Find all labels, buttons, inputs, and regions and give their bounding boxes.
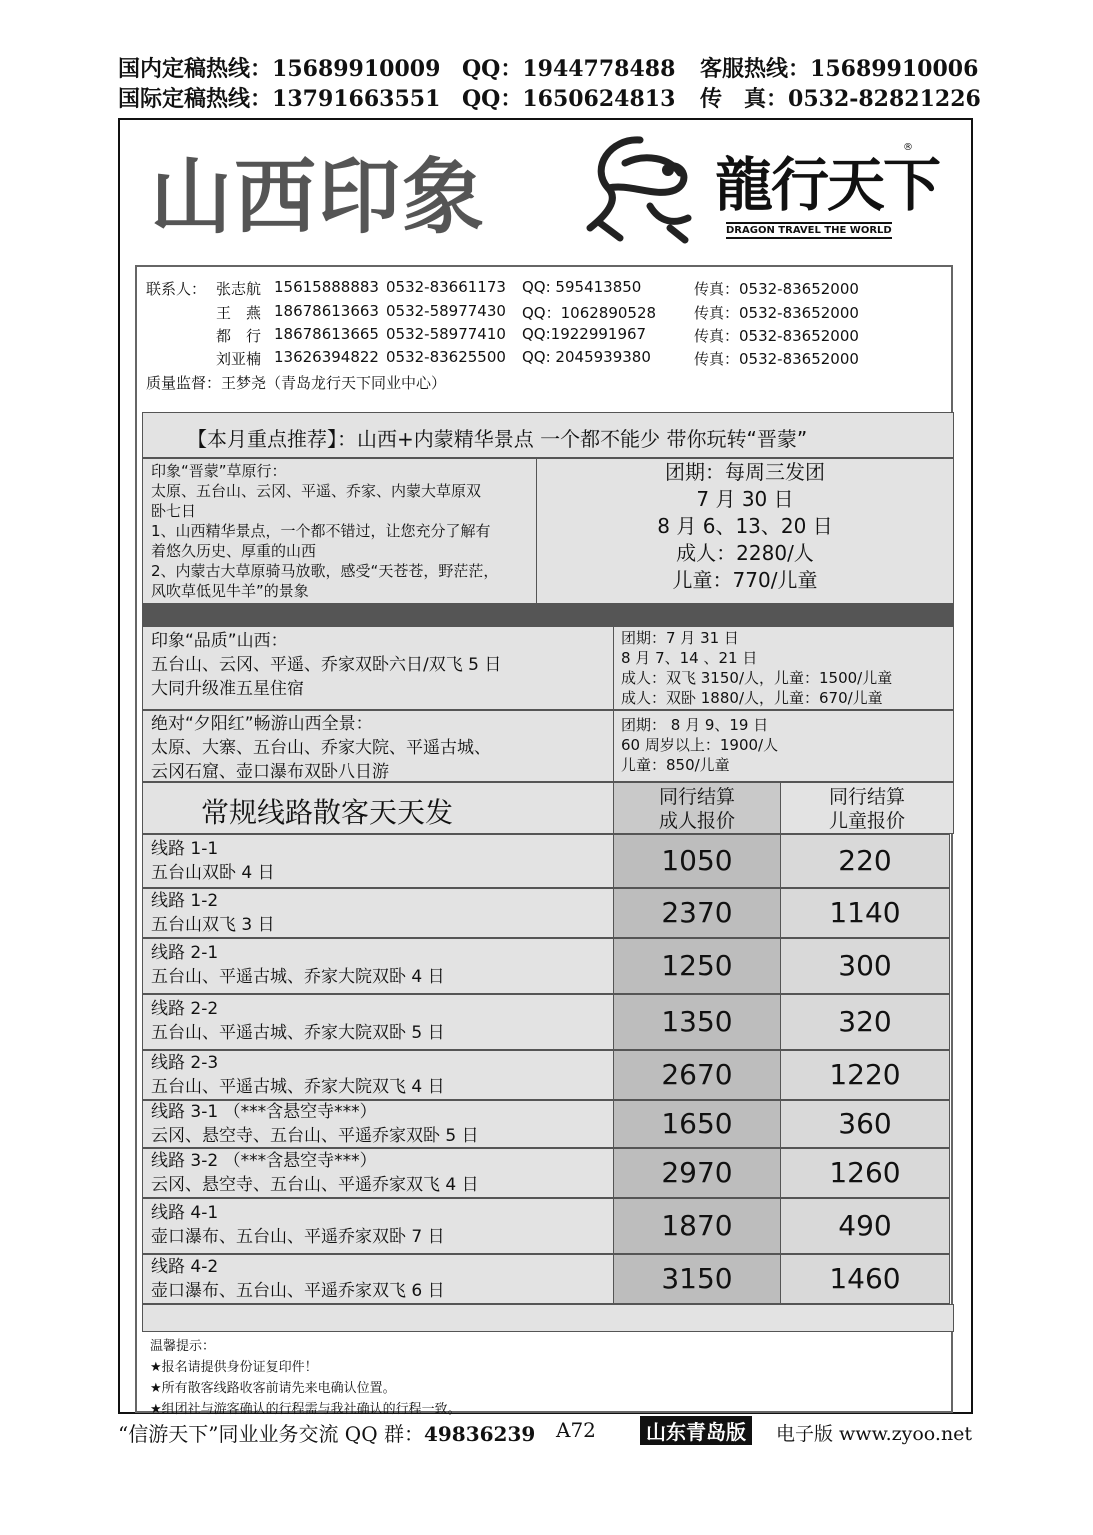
feature3-dates [613,710,954,782]
adult-price: 3150 [613,1254,781,1304]
feature3-date-lines [621,715,778,775]
text-line: 绝对“夕阳红”畅游山西全景： [151,714,373,734]
contact-fax: 传真：0532-83652000 [694,350,859,368]
contact-name: 都 行 [216,327,262,345]
route-code: 线路 2-3 [151,1053,219,1073]
recommend-banner [142,412,954,458]
route-desc: 壶口瀑布、五台山、平遥乔家双飞 6 日 [151,1281,445,1301]
adult-price: 2670 [613,1050,781,1100]
route-code: 线路 3-1 （***含悬空寺***） [151,1102,377,1122]
feature2-date-lines [621,628,892,708]
dragon-logo-icon [580,128,695,248]
text-line: 成人：双卧 1880/人，儿童：670/儿童 [621,689,883,707]
contact-mobile: 18678613665 [274,325,379,343]
table-row [142,1254,614,1304]
quality-supervisor: 质量监督：王梦尧（青岛龙行天下同业中心） [146,374,447,392]
table-row [142,834,614,888]
hotline-number: 0532-82821226 [788,86,981,112]
notes-title: 温馨提示： [150,1339,216,1354]
contact-mobile: 15615888883 [274,278,379,296]
adult-price: 1650 [613,1100,781,1148]
text-line: 团期：每周三发团 [665,460,825,484]
child-price: 360 [780,1100,950,1148]
contact-tel: 0532-83625500 [386,348,506,366]
note-item: ★报名请提供身份证复印件！ [150,1360,318,1375]
text-line: 太原、大寨、五台山、乔家大院、平遥古城、 [151,738,491,758]
text-line: 团期： 8 月 9、19 日 [621,716,769,734]
route-code: 线路 1-1 [151,839,219,859]
route-code: 线路 4-2 [151,1257,219,1277]
route-code: 线路 4-1 [151,1203,219,1223]
header-line: 成人报价 [658,810,735,832]
table-row [142,1100,614,1148]
route-code: 线路 1-2 [151,891,219,911]
table-row [142,1148,614,1198]
text-line: 7 月 30 日 [696,487,794,511]
col-header-child [780,782,954,834]
text-line: 着悠久历史、厚重的山西 [151,542,317,560]
feature1-desc [142,458,537,604]
child-price: 220 [780,834,950,888]
hotline-row-2 [118,82,440,113]
hotline-label: 国内定稿热线： [118,56,273,82]
text-line: 8 月 7、14 、21 日 [621,649,758,667]
brand-name: 龍行天下 [715,151,940,219]
route-desc: 壶口瀑布、五台山、平遥乔家双卧 7 日 [151,1227,445,1247]
notes [150,1336,461,1420]
route-desc: 五台山双卧 4 日 [151,863,275,883]
route-desc: 五台山、平遥古城、乔家大院双卧 5 日 [151,1023,445,1043]
child-price: 300 [780,938,950,994]
hotline-qq: QQ：1944778488 [462,56,676,82]
contact-fax: 传真：0532-83652000 [694,304,859,322]
text-line: 风吹草低见牛羊”的景象 [151,582,309,600]
table-row [142,938,614,994]
adult-price: 1250 [613,938,781,994]
adult-price: 2970 [613,1148,781,1198]
header-line: 同行结算 [828,786,905,808]
child-price: 1460 [780,1254,950,1304]
feature1-lines [151,461,498,601]
text-line: 印象“晋蒙”草原行： [151,462,287,480]
table-row [142,1198,614,1254]
text-line: 五台山、云冈、平遥、乔家双卧六日/双飞 5 日 [151,655,502,675]
text-line: 大同升级准五星住宿 [151,679,304,699]
hotline-row-1 [118,52,440,83]
contact-name: 刘亚楠 [216,350,262,368]
contact-name: 王 燕 [216,304,262,322]
contact-name: 张志航 [216,280,262,298]
hotline-qq: QQ：1650624813 [462,86,676,112]
text-line: 太原、五台山、云冈、平遥、乔家、内蒙大草原双 [151,482,482,500]
hotline-number: 13791663551 [272,86,441,112]
brand-tagline: DRAGON TRAVEL THE WORLD [726,222,892,239]
footer-website: 电子版 www.zyoo.net [776,1423,973,1445]
child-price: 1140 [780,888,950,938]
table-heading [142,782,614,834]
contact-mobile: 13626394822 [274,348,379,366]
text-line: 1、山西精华景点，一个都不错过，让您充分了解有 [151,522,491,540]
child-price: 1260 [780,1148,950,1198]
hotline-label: 客服热线： [700,56,811,82]
contact-qq: QQ: 595413850 [522,278,642,296]
text-line: 儿童：850/儿童 [621,756,730,774]
recommend-text: 【本月重点推荐】：山西+内蒙精华景点 一个都不能少 带你玩转“晋蒙” [187,427,808,451]
edition-badge: 山东青岛版 [640,1416,752,1445]
route-code: 线路 3-2 （***含悬空寺***） [151,1151,377,1171]
footer-label: “信游天下”同业业务交流 QQ 群： [118,1422,424,1446]
adult-price: 1870 [613,1198,781,1254]
fax-line [700,82,981,113]
note-item: ★组团社与游客确认的行程需与我社确认的行程一致。 [150,1402,461,1417]
hotline-number: 15689910006 [810,56,979,82]
service-hotline [700,52,978,83]
registered-mark: ® [903,142,913,153]
route-desc: 云冈、悬空寺、五台山、平遥乔家双卧 5 日 [151,1126,479,1146]
contact-qq: QQ：1062890528 [522,304,657,322]
hotline-number: 15689910009 [272,56,441,82]
spacer-row [142,1304,954,1332]
contact-fax: 传真：0532-83652000 [694,327,859,345]
text-line: 60 周岁以上：1900/人 [621,736,779,754]
route-code: 线路 2-2 [151,999,219,1019]
text-line: 成人：双飞 3150/人，儿童：1500/儿童 [621,669,893,687]
feature1-date-lines [537,459,953,594]
child-price: 320 [780,994,950,1050]
child-price: 1220 [780,1050,950,1100]
route-code: 线路 2-1 [151,943,219,963]
text-line: 儿童：770/儿童 [672,568,818,592]
contact-tel: 0532-58977410 [386,325,506,343]
adult-price: 1050 [613,834,781,888]
contact-qq: QQ: 2045939380 [522,348,651,366]
contacts-label: 联系人： [146,280,207,298]
footer-qq-group [118,1418,535,1447]
contact-mobile: 18678613663 [274,302,379,320]
contact-fax: 传真：0532-83652000 [694,280,859,298]
divider-bar [142,604,954,626]
route-desc: 云冈、悬空寺、五台山、平遥乔家双飞 4 日 [151,1175,479,1195]
table-row [142,994,614,1050]
page-number: A72 [556,1418,596,1442]
hotline-label: 国际定稿热线： [118,86,273,112]
feature1-dates [536,458,954,604]
text-line: 成人：2280/人 [676,541,814,565]
text-line: 卧七日 [151,502,197,520]
text-line: 印象“品质”山西： [151,631,288,651]
adult-price: 2370 [613,888,781,938]
route-desc: 五台山双飞 3 日 [151,915,275,935]
child-price: 490 [780,1198,950,1254]
table-row [142,888,614,938]
header-line: 儿童报价 [828,810,905,832]
hotline-label: 传 真： [700,86,789,112]
note-item: ★所有散客线路收客前请先来电确认位置。 [150,1381,396,1396]
text-line: 团期：7 月 31 日 [621,629,739,647]
contact-tel: 0532-83661173 [386,278,506,296]
feature2-desc [142,626,614,710]
table-heading-text: 常规线路散客天天发 [201,796,454,829]
text-line: 2、内蒙古大草原骑马放歌，感受“天苍苍，野茫茫， [151,562,499,580]
route-desc: 五台山、平遥古城、乔家大院双飞 4 日 [151,1077,445,1097]
text-line: 云冈石窟、壶口瀑布双卧八日游 [151,762,389,782]
table-row [142,1050,614,1100]
route-desc: 五台山、平遥古城、乔家大院双卧 4 日 [151,967,445,987]
header-line: 同行结算 [658,786,735,808]
page-title: 山西印象 [150,150,487,245]
text-line: 8 月 6、13、20 日 [657,514,833,538]
feature3-desc [142,710,614,782]
feature2-dates [613,626,954,710]
feature2-lines [151,629,501,701]
contact-qq: QQ:1922991967 [522,325,647,343]
feature3-lines [151,712,491,784]
contact-tel: 0532-58977430 [386,302,506,320]
col-header-adult [613,782,781,834]
adult-price: 1350 [613,994,781,1050]
footer-qq: 49836239 [423,1422,536,1446]
